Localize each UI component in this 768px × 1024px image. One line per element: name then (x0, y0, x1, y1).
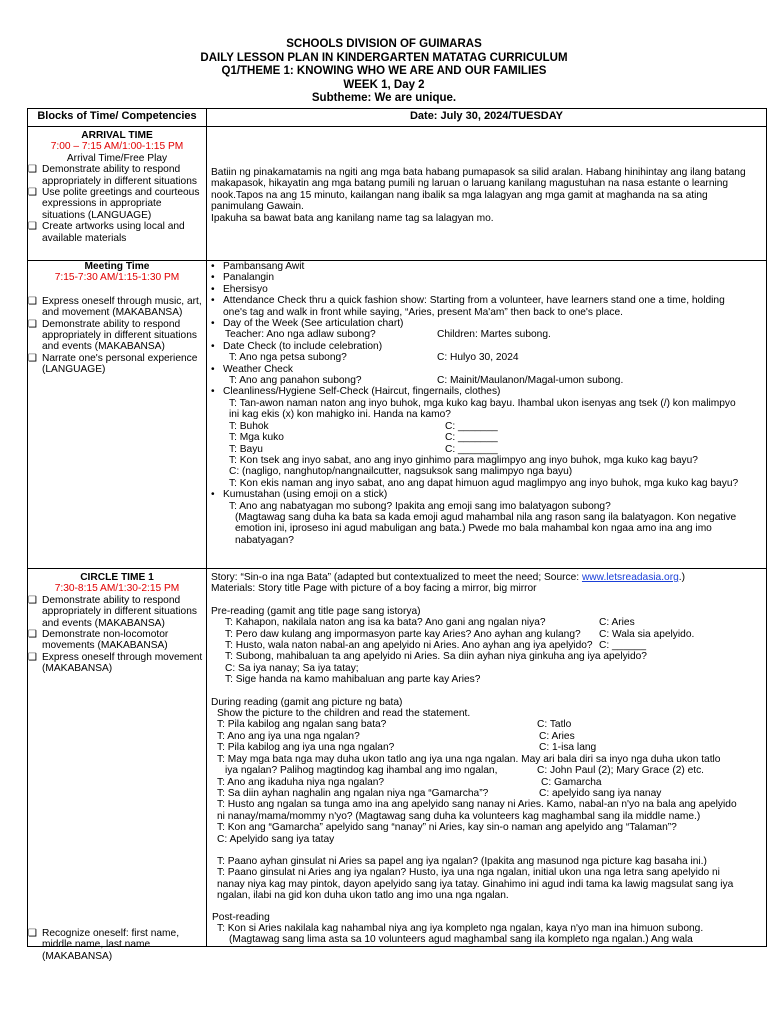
list-item: • Kumustahan (using emoji on a stick) (211, 489, 388, 501)
source-link[interactable]: www.letsreadasia.org (581, 572, 679, 583)
circle-row (28, 569, 767, 947)
dialogue-line: T: Paano ginsulat ni Aries ang iya ngalan? Husto, iya una nga ngalan, initial ukon una nga letra sang apelyido ni nanay niya kag may pintok, dayon apelyido sang iya tatay. Ginahimo ini agud indi tama ka lawig magsulat sang iya ngalan, ilabi na gid kon duha ukon tatlo ang imo una nga ngalan. (217, 867, 734, 902)
arrival-title: ARRIVAL TIME (81, 130, 153, 141)
materials-line: Materials: Story title Page with picture of a boy facing a mirror, big mirror (211, 583, 537, 595)
dialogue-line: T: Ano nga petsa subong? C: Hulyo 30, 2024 (229, 352, 519, 364)
pre-reading-title: Pre-reading (gamit ang title page sang istorya) (211, 605, 421, 617)
story-line: Story: “Sin-o ina nga Bata” (adapted but contextualized to meet the need; Source: www.letsreadasia.org.) (211, 572, 686, 583)
dialogue-line: iya ngalan? Palihog magtindog kag ihambal ang imo ngalan, C: John Paul (2); Mary Grace (2) etc. (225, 765, 705, 777)
meeting-cell (28, 261, 207, 569)
header-theme: Q1/THEME 1: KNOWING WHO WE ARE AND OUR FAMILIES (221, 65, 547, 77)
competency-item: ❑ Create artworks using local and available materials (28, 221, 185, 244)
list-item: • Attendance Check thru a quick fashion show: Starting from a volunteer, have learners stand one a time, holding one's tag and walk in front while saying, “Aries, present Ma'am” then back to one's place. (211, 295, 725, 318)
dialogue-line: T: Ano ang nabatyagan mo subong? Ipakita ang emoji sang imo balatyagon subong? (229, 500, 611, 512)
dialogue-line: T: Mga kuko C: _______ (229, 432, 498, 444)
list-item: • Cleanliness/Hygiene Self-Check (Haircut, fingernails, clothes) (211, 386, 501, 398)
circle-title: CIRCLE TIME 1 (80, 572, 154, 583)
checkbox-icon: ❑ (28, 629, 37, 641)
dialogue-line: T: Buhok C: _______ (229, 420, 498, 432)
header-week-day: WEEK 1, Day 2 (343, 78, 425, 91)
arrival-text-2: Ipakuha sa bawat bata ang kanilang name tag sa lalagyan mo. (211, 212, 494, 224)
arrival-time: 7:00 – 7:15 AM/1:00-1:15 PM (50, 141, 184, 153)
competency-item: ❑ Demonstrate ability to respond appropriately in different situations and events (MAKABANSA) (28, 594, 197, 629)
dialogue-line: T: Pila kabilog ang ngalan sang bata? C: Tatlo (217, 719, 572, 731)
dialogue-line: T: Bayu C: _______ (229, 443, 498, 455)
dialogue-line: T: Kon si Aries nakilala kag nahambal niya ang iya kompleto nga ngalan, kaya n'yo man ina himuon subong. (217, 922, 704, 934)
dialogue-line: (Magtawag sang lima asta sa 10 volunteers agud maghambal sang ila kompleto nga ngalan.) Ang wala (229, 934, 693, 946)
arrival-text: Batiin ng pinakamatamis na ngiti ang mga bata habang pumapasok sa silid aralan. Habang hinihintay ang ilang batang makapasok, hikayatin ang mga batang pumili ng laruan o laruang kanilang magustuhan na nasa estante o learning nook.Tapos na ang 15 minuto, kailangan nang ibalik sa mga lalagyan ang mga gamit at maghanda na sa ating panimulang Gawain. (211, 167, 746, 213)
dialogue-line: T: Tan-awon naman naton ang inyo buhok, mga kuko kag bayu. Ihambal ukon isenyas ang tsek (/) kon malimpyo ini kag ekis (x) kon mahigko ini. Handa na kamo? (229, 397, 736, 421)
dialogue-line: T: Sa diin ayhan naghalin ang ngalan niya nga “Gamarcha”? C: apelyido sang iya nanay (217, 787, 662, 799)
dialogue-line: T: Kahapon, nakilala naton ang isa ka bata? Ano gani ang ngalan niya? C: Aries (225, 617, 635, 629)
list-item: • Panalangin (211, 272, 274, 284)
checkbox-icon: ❑ (28, 187, 37, 199)
dialogue-line: T: Paano ayhan ginsulat ni Aries sa papel ang iya ngalan? (Ipakita ang masunod nga picture kag basaha ini.) (217, 855, 707, 867)
dialogue-line: T: Pila kabilog ang iya una nga ngalan? C: 1-isa lang (217, 742, 597, 754)
header-division: SCHOOLS DIVISION OF GUIMARAS (286, 38, 482, 50)
dialogue-line: T: Ano ang panahon subong? C: Mainit/Maulanon/Magal-umon subong. (229, 375, 624, 387)
dialogue-line: T: Kon tsek ang inyo sabat, ano ang inyo ginhimo para maglimpyo ang inyo buhok, mga kuko kag bayu? (229, 454, 698, 466)
meeting-title: Meeting Time (84, 261, 150, 272)
dialogue-line: T: Pero daw kulang ang impormasyon parte kay Aries? Ano ayhan ang kulang? C: Wala sia apelyido. (225, 628, 695, 640)
dialogue-line: T: Kon ang “Gamarcha” apelyido sang “nanay” ni Aries, kay sin-o naman ang apelyido ang “Talaman”? (217, 822, 677, 834)
list-item: • Ehersisyo (211, 283, 268, 295)
competency-item: ❑ Narrate one's personal experience (LANGUAGE) (28, 352, 198, 376)
circle-time: 7:30-8:15 AM/1:30-2:15 PM (54, 583, 180, 595)
dialogue-line: Teacher: Ano nga adlaw subong? Children: Martes subong. (225, 329, 551, 341)
header-subtheme: Subtheme: We are unique. (311, 92, 457, 104)
competency-item: ❑ Demonstrate ability to respond appropriately in different situations (28, 164, 197, 187)
dialogue-line: T: Ano ang ikaduha niya nga ngalan? C: Gamarcha (217, 776, 602, 788)
dialogue-line: T: Sige handa na kamo mahibaluan ang parte kay Aries? (225, 674, 481, 686)
col-date-header: Date: July 30, 2024/TUESDAY (207, 109, 767, 127)
list-item: • Date Check (to include celebration) (211, 340, 383, 352)
checkbox-icon: ❑ (28, 352, 37, 364)
meeting-time: 7:15-7:30 AM/1:15-1:30 PM (54, 272, 180, 284)
list-item: • Weather Check (211, 363, 294, 375)
meeting-row (28, 261, 767, 569)
checkbox-icon: ❑ (28, 594, 37, 606)
arrival-row (28, 127, 767, 261)
competency-item: ❑ Use polite greetings and courteous expressions in appropriate situations (LANGUAGE) (28, 187, 200, 221)
checkbox-icon: ❑ (28, 295, 37, 307)
during-reading-title: During reading (gamit ang picture ng bata) (211, 696, 403, 708)
list-item: • Pambansang Awit (211, 261, 305, 272)
dialogue-line: T: Kon ekis naman ang inyo sabat, ano ang dapat himuon agud maglimpyo ang inyo buhok, mga kuko kag bayu? (229, 477, 739, 489)
circle-cell (28, 569, 207, 962)
lesson-plan-table (27, 108, 767, 962)
dialogue-line: C: Sa iya nanay; Sa iya tatay; (225, 662, 359, 674)
header-lesson-plan: DAILY LESSON PLAN IN KINDERGARTEN MATATAG CURRICULUM (200, 51, 568, 64)
competency-item: ❑ Recognize oneself: first name, middle name, last name (MAKABANSA) (28, 928, 180, 962)
dialogue-line: T: Husto ang ngalan sa tunga amo ina ang apelyido sang nanay ni Aries. Kamo, nabal-an n'yo na bala ang apelyido ni nanay/mama/mommy n'yo? (Magtawag sang duha ka volunteers kag maghambal sang ila middle name.) (217, 799, 737, 822)
checkbox-icon: ❑ (28, 318, 37, 330)
checkbox-icon: ❑ (28, 221, 37, 233)
arrival-sub: Arrival Time/Free Play (66, 152, 168, 164)
post-reading-title: Post-reading (212, 911, 270, 923)
competency-item: ❑ Express oneself through movement (MAKABANSA) (28, 651, 203, 675)
dialogue-line: (Magtawag sang duha ka bata sa kada emoji agud mahambal nila ang rason sang ila balatyagon. Kon negative emotion ini, iproseso ini agud mabuligan ang bata.) Pwede mo bala mahambal kon ngaa amo ina ang imo nabatyagan? (235, 511, 737, 546)
dialogue-line: C: Apelyido sang iya tatay (217, 833, 335, 845)
dialogue-line: C: (nagligo, nanghutop/nangnailcutter, nagsuksok sang malimpyo nga bayu) (229, 466, 573, 478)
dialogue-line: Show the picture to the children and read the statement. (217, 708, 471, 720)
competency-item: ❑ Demonstrate ability to respond appropriately in different situations and events (MAKABANSA) (28, 318, 197, 353)
list-item: • Day of the Week (See articulation chart) (211, 318, 404, 330)
checkbox-icon: ❑ (28, 651, 37, 663)
competency-item: ❑ Express oneself through music, art, and movement (MAKABANSA) (28, 295, 202, 319)
checkbox-icon: ❑ (28, 928, 37, 939)
checkbox-icon: ❑ (28, 164, 37, 176)
table-header-row (28, 109, 767, 127)
dialogue-line: T: Subong, mahibaluan ta ang apelyido ni Aries. Sa diin ayhan niya ginkuha ang iya apelyido? (225, 651, 647, 663)
arrival-cell (28, 127, 207, 261)
circle-activity (207, 569, 767, 947)
dialogue-line: T: Ano ang iya una nga ngalan? C: Aries (217, 730, 575, 742)
col-blocks-header: Blocks of Time/ Competencies (28, 109, 207, 127)
competency-item: ❑ Demonstrate non-locomotor movements (MAKABANSA) (28, 629, 169, 652)
meeting-activity (207, 261, 767, 569)
document-header (0, 0, 768, 106)
dialogue-line: T: Husto, wala naton nabal-an ang apelyido ni Aries. Ano ayhan ang iya apelyido? C: ______ (225, 640, 647, 652)
arrival-activity (207, 127, 767, 261)
dialogue-line: T: May mga bata nga may duha ukon tatlo ang iya una nga ngalan. May ari bala diri sa inyo nga duha ukon tatlo (217, 753, 721, 765)
